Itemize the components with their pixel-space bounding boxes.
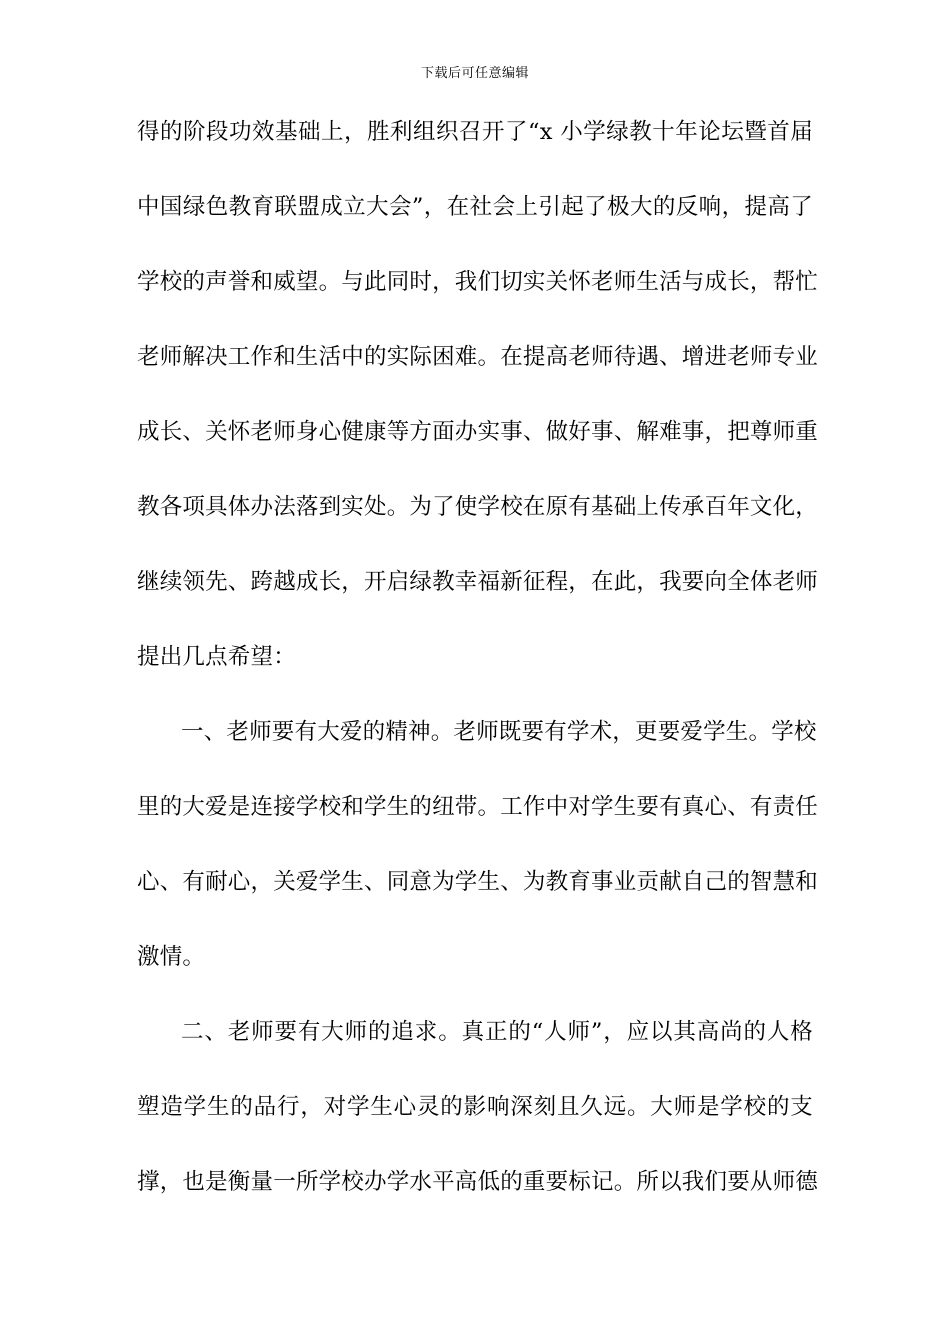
body-line-6: 教各项具体办法落到实处。为了使学校在原有基础上传承百年文化，	[137, 494, 819, 520]
body-line-13: 二、老师要有大师的追求。真正的“人师”，应以其高尚的人格	[181, 1019, 813, 1045]
body-line-11: 心、有耐心，关爱学生、同意为学生、为教育事业贡献自己的智慧和	[137, 869, 819, 895]
body-line-3: 学校的声誉和威望。与此同时，我们切实关怀老师生活与成长，帮忙	[137, 269, 819, 295]
body-line-9: 一、老师要有大爱的精神。老师既要有学术，更要爱学生。学校	[181, 719, 817, 745]
body-line-2: 中国绿色教育联盟成立大会”，在社会上引起了极大的反响，提高了	[137, 194, 813, 220]
page-header: 下载后可任意编辑	[420, 66, 529, 81]
body-line-7: 继续领先、跨越成长，开启绿教幸福新征程，在此，我要向全体老师	[137, 569, 819, 595]
body-line-14: 塑造学生的品行，对学生心灵的影响深刻且久远。大师是学校的支	[137, 1094, 813, 1120]
body-line-1: 得的阶段功效基础上，胜利组织召开了“x 小学绿教十年论坛暨首届	[137, 119, 813, 145]
body-line-8: 提出几点希望：	[137, 644, 296, 670]
body-line-5: 成长、关怀老师身心健康等方面办实事、做好事、解难事，把尊师重	[137, 419, 819, 445]
body-line-10: 里的大爱是连接学校和学生的纽带。工作中对学生要有真心、有责任	[137, 794, 819, 820]
body-line-4: 老师解决工作和生活中的实际困难。在提高老师待遇、增进老师专业	[137, 344, 819, 370]
body-line-12: 激情。	[137, 944, 206, 970]
body-line-15: 撑，也是衡量一所学校办学水平高低的重要标记。所以我们要从师德	[137, 1169, 819, 1195]
